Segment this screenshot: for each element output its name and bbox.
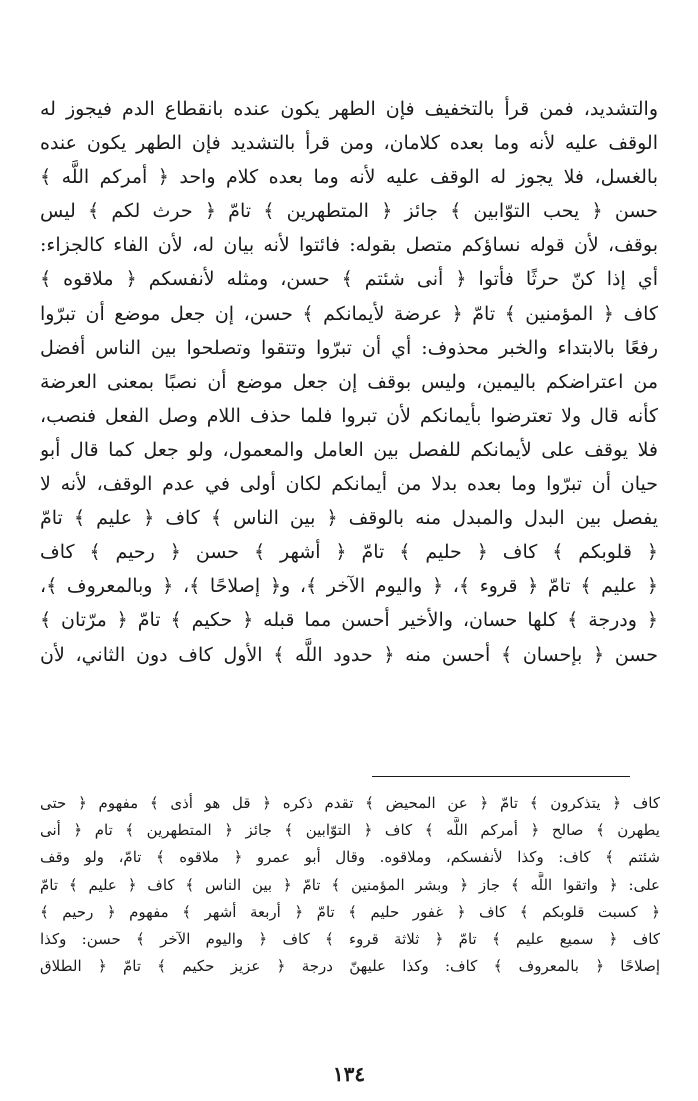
main-text-line: كأنه قال ولا تعترضوا بأيمانكم لأن تبروا فلما حذف اللام وصل الفعل فنصب، (40, 404, 658, 427)
main-text-line: ﴿ قلوبكم ﴾ كاف ﴿ حليم ﴾ تامّ ﴿ أشهر ﴾ حسن ﴿ رحيم ﴾ كاف (40, 541, 658, 564)
main-text-line: حيان أن تبرّوا وما بعده بدلا من أيمانكم لكان أولى في عدم الوقف، لأنه لا (40, 473, 658, 496)
main-text-line: يفصل بين البدل والمبدل منه بالوقف ﴿ بين الناس ﴾ كاف ﴿ عليم ﴾ تامّ (40, 507, 658, 530)
footnote-separator (372, 776, 630, 777)
footnote-line: كاف ﴿ يتذكرون ﴾ تامّ ﴿ عن المحيض ﴾ تقدم ذكره ﴿ قل هو أذى ﴾ مفهوم ﴿ حتى (40, 794, 660, 812)
main-text-line: بوقف، لأن قوله نساؤكم متصل بقوله: فائتوا لأنه بيان له، لأن الفاء كالجزاء: (40, 234, 658, 257)
main-text-line: رفعًا بالابتداء والخبر محذوف: أي أن تبرّوا وتتقوا وتصلحوا بين الناس أفضل (40, 336, 658, 359)
main-text-line: بالغسل، فلا يجوز له الوقف عليه لأنه وما بعده كلام واحد ﴿ أمركم اللَّه ﴾ (40, 166, 658, 189)
main-text-line: كاف ﴿ المؤمنين ﴾ تامّ ﴿ عرضة لأيمانكم ﴾ حسن، إن جعل موضع أن تبرّوا (40, 302, 658, 325)
main-text-line: ﴿ ودرجة ﴾ كلها حسان، والأخير أحسن مما قبله ﴿ حكيم ﴾ تامّ ﴿ مرّتان ﴾ (40, 609, 658, 632)
main-text-line: من اعتراضكم باليمين، وليس بوقف إن جعل موضع أن نصبًا بمعنى العرضة (40, 370, 658, 393)
footnote-line: على: ﴿ واتقوا اللَّه ﴾ جاز ﴿ وبشر المؤمنين ﴾ تامّ ﴿ بين الناس ﴾ كاف ﴿ عليم ﴾ تامّ (40, 875, 660, 894)
footnote-line: شئتم ﴾ كاف: وكذا لأنفسكم، وملاقوه. وقال أبو عمرو ﴿ ملاقوه ﴾ تامّ، ولو وقف (40, 848, 660, 867)
footnote-line: يطهرن ﴾ صالح ﴿ أمركم اللَّه ﴾ كاف ﴿ التوّابين ﴾ جائز ﴿ المتطهرين ﴾ تام ﴿ أنى (40, 821, 660, 840)
main-text-line: حسن ﴿ بإحسان ﴾ أحسن منه ﴿ حدود اللَّه ﴾ الأول كاف دون الثاني، لأن (40, 643, 658, 666)
main-text-line: حسن ﴿ يحب التوّابين ﴾ جائز ﴿ المتطهرين ﴾ تامّ ﴿ حرث لكم ﴾ ليس (40, 200, 658, 223)
page-number: ١٣٤ (332, 1062, 366, 1086)
main-text-line: ﴿ عليم ﴾ تامّ ﴿ قروء ﴾، ﴿ واليوم الآخر ﴾، و﴿ إصلاحًا ﴾، ﴿ وبالمعروف ﴾، (40, 575, 658, 598)
main-text-line: أي إذا كنّ حرثًا فأتوا ﴿ أنى شئتم ﴾ حسن، ومثله لأنفسكم ﴿ ملاقوه ﴾ (40, 268, 658, 291)
footnote-line: ﴿ كسبت قلوبكم ﴾ كاف ﴿ غفور حليم ﴾ تامّ ﴿ أربعة أشهر ﴾ مفهوم ﴿ رحيم ﴾ (40, 902, 660, 921)
main-text-line: والتشديد، فمن قرأ بالتخفيف فإن الطهر يكون عنده بانقطاع الدم فيجوز له (40, 98, 658, 120)
main-text-body (40, 92, 658, 672)
footnote-line: إصلاحًا ﴿ بالمعروف ﴾ كاف: وكذا عليهنّ درجة ﴿ عزيز حكيم ﴾ تامّ ﴿ الطلاق (40, 957, 660, 976)
footnote-line: كاف ﴿ سميع عليم ﴾ تامّ ﴿ ثلاثة قروء ﴾ كاف ﴿ واليوم الآخر ﴾ حسن: وكذا (40, 929, 660, 948)
main-text-line: الوقف عليه لأنه وما بعده كلامان، ومن قرأ بالتشديد فإن الطهر يكون عنده (40, 132, 658, 155)
footnotes (40, 790, 660, 980)
main-text-line: فلا يوقف على لأيمانكم للفصل بين العامل والمعمول، ولو جعل كما قال أبو (40, 438, 658, 461)
